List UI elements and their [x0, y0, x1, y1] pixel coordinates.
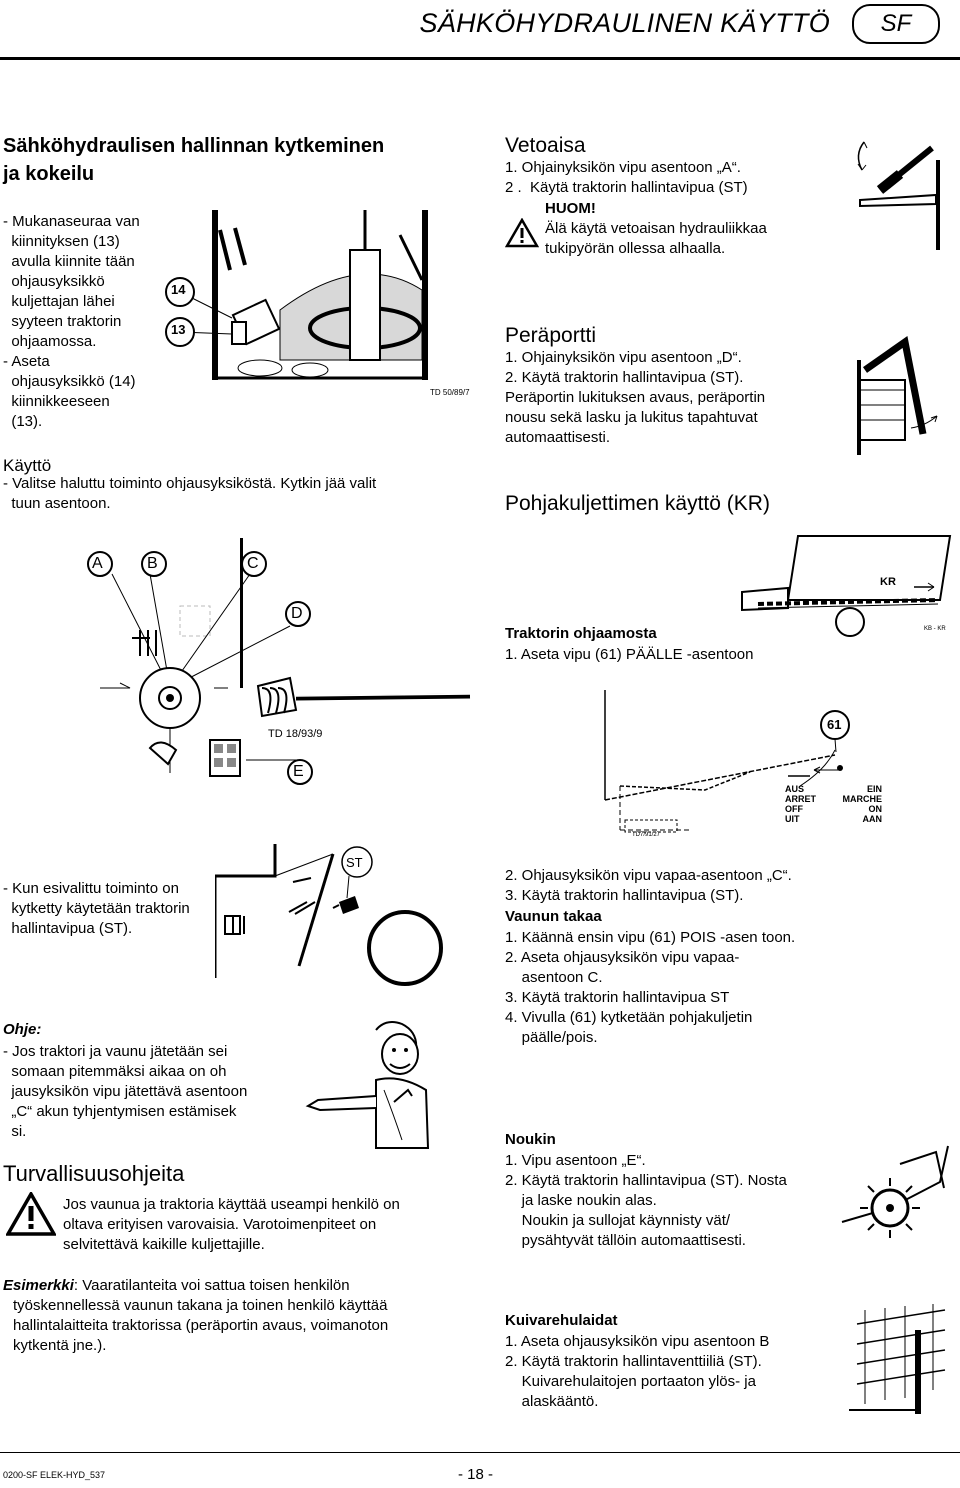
esimerkki-first-line: : Vaaratilanteita voi sattua toisen henkilön: [73, 1277, 350, 1294]
kr-steps: [505, 645, 754, 665]
lever-61-illustration: [600, 690, 855, 840]
text-line: Peräportin lukituksen avaus, peräportin: [505, 389, 766, 406]
text-line: tukipyörän ollessa alhaalla.: [545, 240, 726, 257]
text-line: ohjausyksikkö: [3, 273, 105, 290]
kuivare-steps: [505, 1332, 769, 1412]
on-word: AAN: [862, 814, 882, 824]
section-heading-connect: [3, 132, 384, 188]
figure-code: TD 18/93/9: [268, 728, 323, 740]
text-line: nousu sekä lasku ja lukitus tapahtuvat: [505, 409, 758, 426]
text-line: ohjaamossa.: [3, 333, 97, 350]
position-label-c: C: [247, 555, 259, 572]
text-line: 1. Aseta ohjausyksikön vipu asentoon B: [505, 1333, 770, 1350]
position-label-d: D: [291, 605, 303, 622]
text-line: oltava erityisen varovaisia. Varotoimenpiteet on: [63, 1216, 377, 1233]
control-unit-diagram: [0, 538, 480, 808]
text-line: kiinnityksen (13): [3, 233, 120, 250]
text-line: 2. Aseta ohjausyksikön vipu vapaa-: [505, 949, 740, 966]
text-line: 1. Käännä ensin vipu (61) POIS -asen toon.: [505, 929, 796, 946]
vaunun-steps: [505, 928, 795, 1048]
on-word: ON: [868, 804, 882, 814]
text-line: pysähtyvät tällöin automaattisesti.: [505, 1232, 746, 1249]
figure-code: TD7/91/27: [632, 832, 661, 838]
kaytto-paragraph: [3, 474, 376, 514]
text-line: automaattisesti.: [505, 429, 611, 446]
text-line: 3. Käytä traktorin hallintavipua ST: [505, 989, 730, 1006]
text-line: hallintalaitteita traktorissa (peräportin avaus, voimanoton: [13, 1317, 389, 1334]
text-line: tuun asentoon.: [3, 495, 111, 512]
text-line: „C“ akun tyhjentymisen estämisek: [3, 1103, 237, 1120]
tailgate-illustration: [845, 330, 950, 460]
on-position-labels: [842, 784, 882, 824]
text-line: - Aseta: [3, 353, 50, 370]
sub-heading-cab: Traktorin ohjaamosta: [505, 625, 657, 642]
text-line: Älä käytä vetoaisan hydrauliikkaa: [545, 220, 767, 237]
figure-code: KB - KR: [924, 626, 946, 632]
text-line: Jos vaunua ja traktoria käyttää useampi henkilö on: [63, 1196, 400, 1213]
left-bottom-paragraph: [3, 879, 190, 939]
peraportti-steps: [505, 348, 765, 448]
tractor-st-illustration: [215, 842, 460, 987]
text-line: 2. Käytä traktorin hallintavipua (ST). Nosta: [505, 1172, 787, 1189]
right-bottom-steps: [505, 866, 792, 906]
document-code: 0200-SF ELEK-HYD_537: [3, 1470, 106, 1480]
text-line: alaskääntö.: [505, 1393, 599, 1410]
tractor-cab-illustration: [160, 210, 480, 400]
text-line: jausyksikön vipu jätettävä asentoon: [3, 1083, 248, 1100]
footer-rule: [0, 1452, 960, 1453]
position-label-b: B: [147, 555, 158, 572]
intro-paragraph: [3, 212, 140, 432]
text-line: 3. Käytä traktorin hallintavipua (ST).: [505, 887, 744, 904]
text-line: 2. Käytä traktorin hallintaventtiiliä (ST).: [505, 1353, 762, 1370]
heading-line: ja kokeilu: [3, 163, 95, 185]
text-line: kytketty käytetään traktorin: [3, 900, 190, 917]
esimerkki-label: Esimerkki: [3, 1277, 74, 1294]
note-title: HUOM!: [545, 200, 596, 217]
text-line: 4. Vivulla (61) kytketään pohjakuljetin: [505, 1009, 753, 1026]
off-word: AUS: [785, 784, 805, 794]
text-line: somaan pitemmäksi aikaa on oh: [3, 1063, 227, 1080]
text-line: ohjausyksikkö (14): [3, 373, 136, 390]
page-number: - 18 -: [458, 1466, 494, 1483]
section-heading-kaytto: Käyttö: [3, 456, 52, 475]
section-heading-peraportti: Peräportti: [505, 324, 597, 347]
section-heading-turva: Turvallisuusohjeita: [3, 1161, 185, 1186]
ohje-paragraph: [3, 1042, 247, 1142]
drawbar-illustration: [840, 130, 950, 255]
pickup-illustration: [840, 1142, 952, 1252]
sub-heading-noukin: Noukin: [505, 1131, 556, 1148]
ohje-heading: Ohje:: [3, 1021, 42, 1038]
floor-conveyor-illustration: [738, 530, 953, 645]
section-heading-vetoaisa: Vetoaisa: [505, 134, 586, 157]
text-line: hallintavipua (ST).: [3, 920, 133, 937]
off-word: UIT: [785, 814, 800, 824]
text-line: - Jos traktori ja vaunu jätetään sei: [3, 1043, 228, 1060]
text-line: si.: [3, 1123, 27, 1140]
heading-line: Sähköhydraulisen hallinnan kytkeminen: [3, 135, 385, 157]
page-header-title: SÄHKÖHYDRAULINEN KÄYTTÖ: [419, 8, 830, 38]
callout-st: ST: [346, 855, 363, 870]
text-line: 2. Käytä traktorin hallintavipua (ST).: [505, 369, 744, 386]
text-line: kuljettajan lähei: [3, 293, 115, 310]
on-word: MARCHE: [842, 794, 882, 804]
text-line: kytkentä jne.).: [13, 1337, 107, 1354]
position-label-e: E: [293, 763, 304, 780]
sub-heading-vaunun: Vaunun takaa: [505, 908, 602, 925]
turva-paragraph: [63, 1195, 400, 1255]
on-word: EIN: [866, 784, 882, 794]
text-line: avulla kiinnite tään: [3, 253, 135, 270]
text-line: kiinnikkeeseen: [3, 393, 110, 410]
note-text: [545, 219, 767, 259]
sub-heading-kuivare: Kuivarehulaidat: [505, 1312, 618, 1329]
language-badge: SF: [852, 4, 940, 44]
kr-figure-label: KR: [880, 576, 896, 588]
text-line: päälle/pois.: [505, 1029, 598, 1046]
mechanic-pointing-illustration: [298, 1010, 448, 1150]
position-label-a: A: [92, 555, 103, 572]
callout-14: 14: [171, 282, 186, 297]
off-word: ARRET: [785, 794, 816, 804]
noukin-steps: [505, 1151, 787, 1251]
hay-sides-illustration: [845, 1300, 953, 1418]
header-rule: [0, 57, 960, 60]
text-line: työskennellessä vaunun takana ja toinen henkilö käyttää: [13, 1297, 388, 1314]
off-word: OFF: [785, 804, 803, 814]
text-line: Kuivarehulaitojen portaaton ylös- ja: [505, 1373, 756, 1390]
text-line: - Valitse haluttu toiminto ohjausyksiköstä. Kytkin jää valit: [3, 475, 377, 492]
text-line: 1. Ohjainyksikön vipu asentoon „A“.: [505, 159, 741, 176]
text-line: (13).: [3, 413, 43, 430]
text-line: 1. Ohjainyksikön vipu asentoon „D“.: [505, 349, 742, 366]
esimerkki-paragraph: [3, 1276, 388, 1356]
callout-13: 13: [171, 322, 186, 337]
vetoaisa-steps: [505, 158, 748, 198]
off-position-labels: [785, 784, 816, 824]
warning-triangle-icon: [6, 1192, 56, 1241]
text-line: 2. Ohjausyksikön vipu vapaa-asentoon „C“.: [505, 867, 792, 884]
text-line: 2 . Käytä traktorin hallintavipua (ST): [505, 179, 748, 196]
text-line: Noukin ja sullojat käynnisty vät/: [505, 1212, 731, 1229]
text-line: 1. Vipu asentoon „E“.: [505, 1152, 646, 1169]
warning-triangle-icon: [505, 218, 539, 253]
text-line: - Mukanaseuraa van: [3, 213, 140, 230]
text-line: syyteen traktorin: [3, 313, 122, 330]
text-line: asentoon C.: [505, 969, 603, 986]
figure-code: TD 50/89/7: [430, 388, 470, 397]
text-line: 1. Aseta vipu (61) PÄÄLLE -asentoon: [505, 646, 754, 663]
callout-61: 61: [827, 717, 842, 732]
text-line: selvitettävä kaikille kuljettajille.: [63, 1236, 265, 1253]
text-line: ja laske noukin alas.: [505, 1192, 657, 1209]
text-line: - Kun esivalittu toiminto on: [3, 880, 179, 897]
section-heading-kr: Pohjakuljettimen käyttö (KR): [505, 492, 770, 515]
